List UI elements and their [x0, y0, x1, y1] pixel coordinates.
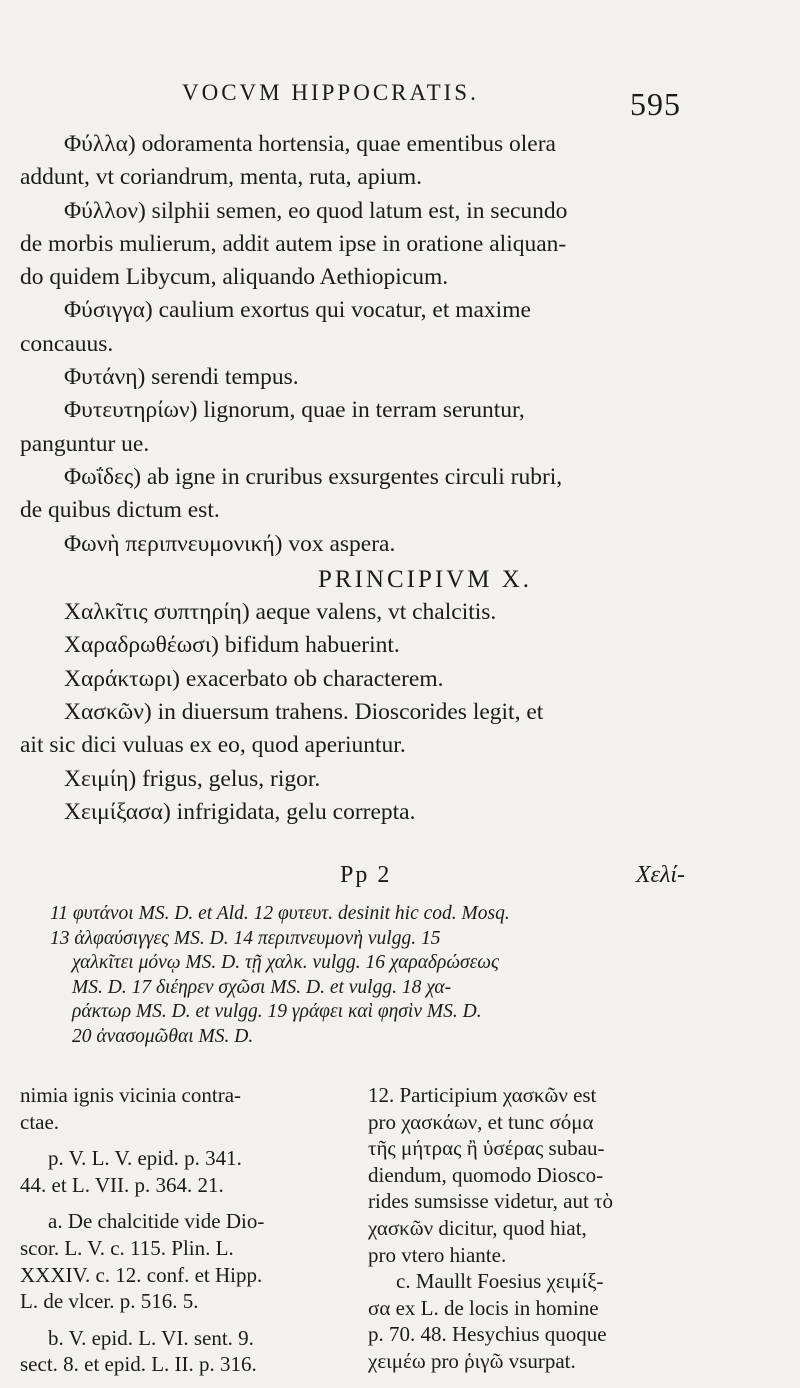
- text-line: de quibus dictum est.: [20, 497, 220, 524]
- footnote-line: 12. Participium χασκῶν est: [368, 1083, 597, 1107]
- text-line: Φυτευτηρίων) lignorum, quae in terram seruntur,: [64, 397, 525, 424]
- note-line: 13 ἀλφαύσιγγες MS. D. 14 περιπνευμονὴ vulgg. 15: [50, 927, 441, 949]
- page-header: [0, 76, 800, 122]
- note-line: χαλκῖτει μόνῳ MS. D. τῇ χαλκ. vulgg. 16 χαραδρώσεως: [72, 952, 499, 973]
- footnote-line: rides sumsisse videtur, aut τὸ: [368, 1189, 613, 1214]
- footnote-line: sect. 8. et epid. L. II. p. 316.: [20, 1352, 257, 1377]
- text-line: Χαράκτωρι) exacerbato ob characterem.: [64, 665, 444, 692]
- signature-mark: Pp 2: [340, 862, 392, 888]
- footnote-line: χειμέω pro ῥιγῶ vsurpat.: [368, 1348, 576, 1373]
- footnote-line: p. 70. 48. Hesychius quoque: [368, 1322, 607, 1347]
- footnote-line: pro χασκάων, et tunc σόμα: [368, 1109, 594, 1134]
- main-text: [20, 128, 710, 829]
- footnote-line: nimia ignis vicinia contra-: [20, 1083, 242, 1107]
- text-line: Χαραδρωθέωσι) bifidum habuerint.: [64, 632, 400, 659]
- footnote-line: XXXIV. c. 12. conf. et Hipp.: [20, 1262, 263, 1287]
- text-line: Φωνὴ περιπνευμονική) vox aspera.: [64, 530, 396, 557]
- text-line: panguntur ue.: [20, 430, 150, 457]
- text-line: Χειμίη) frigus, gelus, rigor.: [64, 765, 321, 792]
- footnote-line: scor. L. V. c. 115. Plin. L.: [20, 1235, 234, 1260]
- text-line: Χασκῶν) in diuersum trahens. Dioscorides legit, et: [64, 699, 544, 726]
- text-line: de morbis mulierum, addit autem ipse in oratione aliquan-: [20, 230, 567, 257]
- text-line: Φύλλον) silphii semen, eo quod latum est, in secundo: [64, 197, 568, 224]
- note-line: 11 φυτάνοι MS. D. et Ald. 12 φυτευτ. desinit hic cod. Mosq.: [50, 903, 510, 924]
- variant-notes: [50, 902, 705, 1049]
- note-line: 20 ἀνασομῶθαι MS. D.: [72, 1025, 254, 1047]
- text-line: do quidem Libycum, aliquando Aethiopicum.: [20, 264, 449, 291]
- footnote-column-right: [368, 1082, 696, 1375]
- text-line: ait sic dici vuluas ex eo, quod aperiuntur.: [20, 732, 406, 759]
- text-line: addunt, vt coriandrum, menta, ruta, apium.: [20, 164, 423, 191]
- text-line: Φύλλα) odoramenta hortensia, quae ementibus olera: [64, 131, 556, 157]
- footnote-line: diendum, quomodo Diosco-: [368, 1162, 604, 1187]
- footnote-column-left: [20, 1082, 350, 1378]
- text-line: Φωΐδες) ab igne in cruribus exsurgentes circuli rubri,: [64, 463, 563, 490]
- footnote-line: τῆς μήτρας ἢ ὑσέρας subau-: [368, 1136, 605, 1161]
- text-line: Φυτάνη) serendi tempus.: [64, 364, 299, 391]
- footnote-line: pro vtero hiante.: [368, 1242, 507, 1267]
- text-line: Φύσιγγα) caulium exortus qui vocatur, et maxime: [64, 297, 531, 324]
- note-line: MS. D. 17 διέηρεν σχῶσι MS. D. et vulgg. 18 χα-: [72, 976, 452, 998]
- page-number: 595: [630, 86, 681, 122]
- footnote-line: c. Maullt Foesius χειμίξ-: [396, 1269, 604, 1294]
- running-title: VOCVM HIPPOCRATIS.: [182, 80, 479, 105]
- footnote-line: p. V. L. V. epid. p. 341.: [48, 1146, 242, 1171]
- text-line: Χαλκῖτις συπτηρίη) aeque valens, vt chalcitis.: [64, 599, 497, 626]
- text-line: concauus.: [20, 330, 114, 357]
- footnote-line: χασκῶν dicitur, quod hiat,: [368, 1215, 587, 1240]
- note-line: ράκτωρ MS. D. et vulgg. 19 γράφει καὶ φησὶν MS. D.: [72, 1001, 482, 1022]
- footnote-line: L. de vlcer. p. 516. 5.: [20, 1289, 199, 1314]
- footnote-line: a. De chalcitide vide Dio-: [48, 1209, 265, 1234]
- text-line: Χειμίξασα) infrigidata, gelu correpta.: [64, 798, 416, 825]
- footnote-line: ctae.: [20, 1109, 60, 1134]
- footnote-line: 44. et L. VII. p. 364. 21.: [20, 1172, 224, 1197]
- footnote-line: b. V. epid. L. VI. sent. 9.: [48, 1325, 254, 1350]
- catchword: Χελί-: [635, 862, 685, 888]
- footnote-line: σα ex L. de locis in homine: [368, 1295, 599, 1320]
- section-heading: PRINCIPIVM X.: [317, 565, 533, 593]
